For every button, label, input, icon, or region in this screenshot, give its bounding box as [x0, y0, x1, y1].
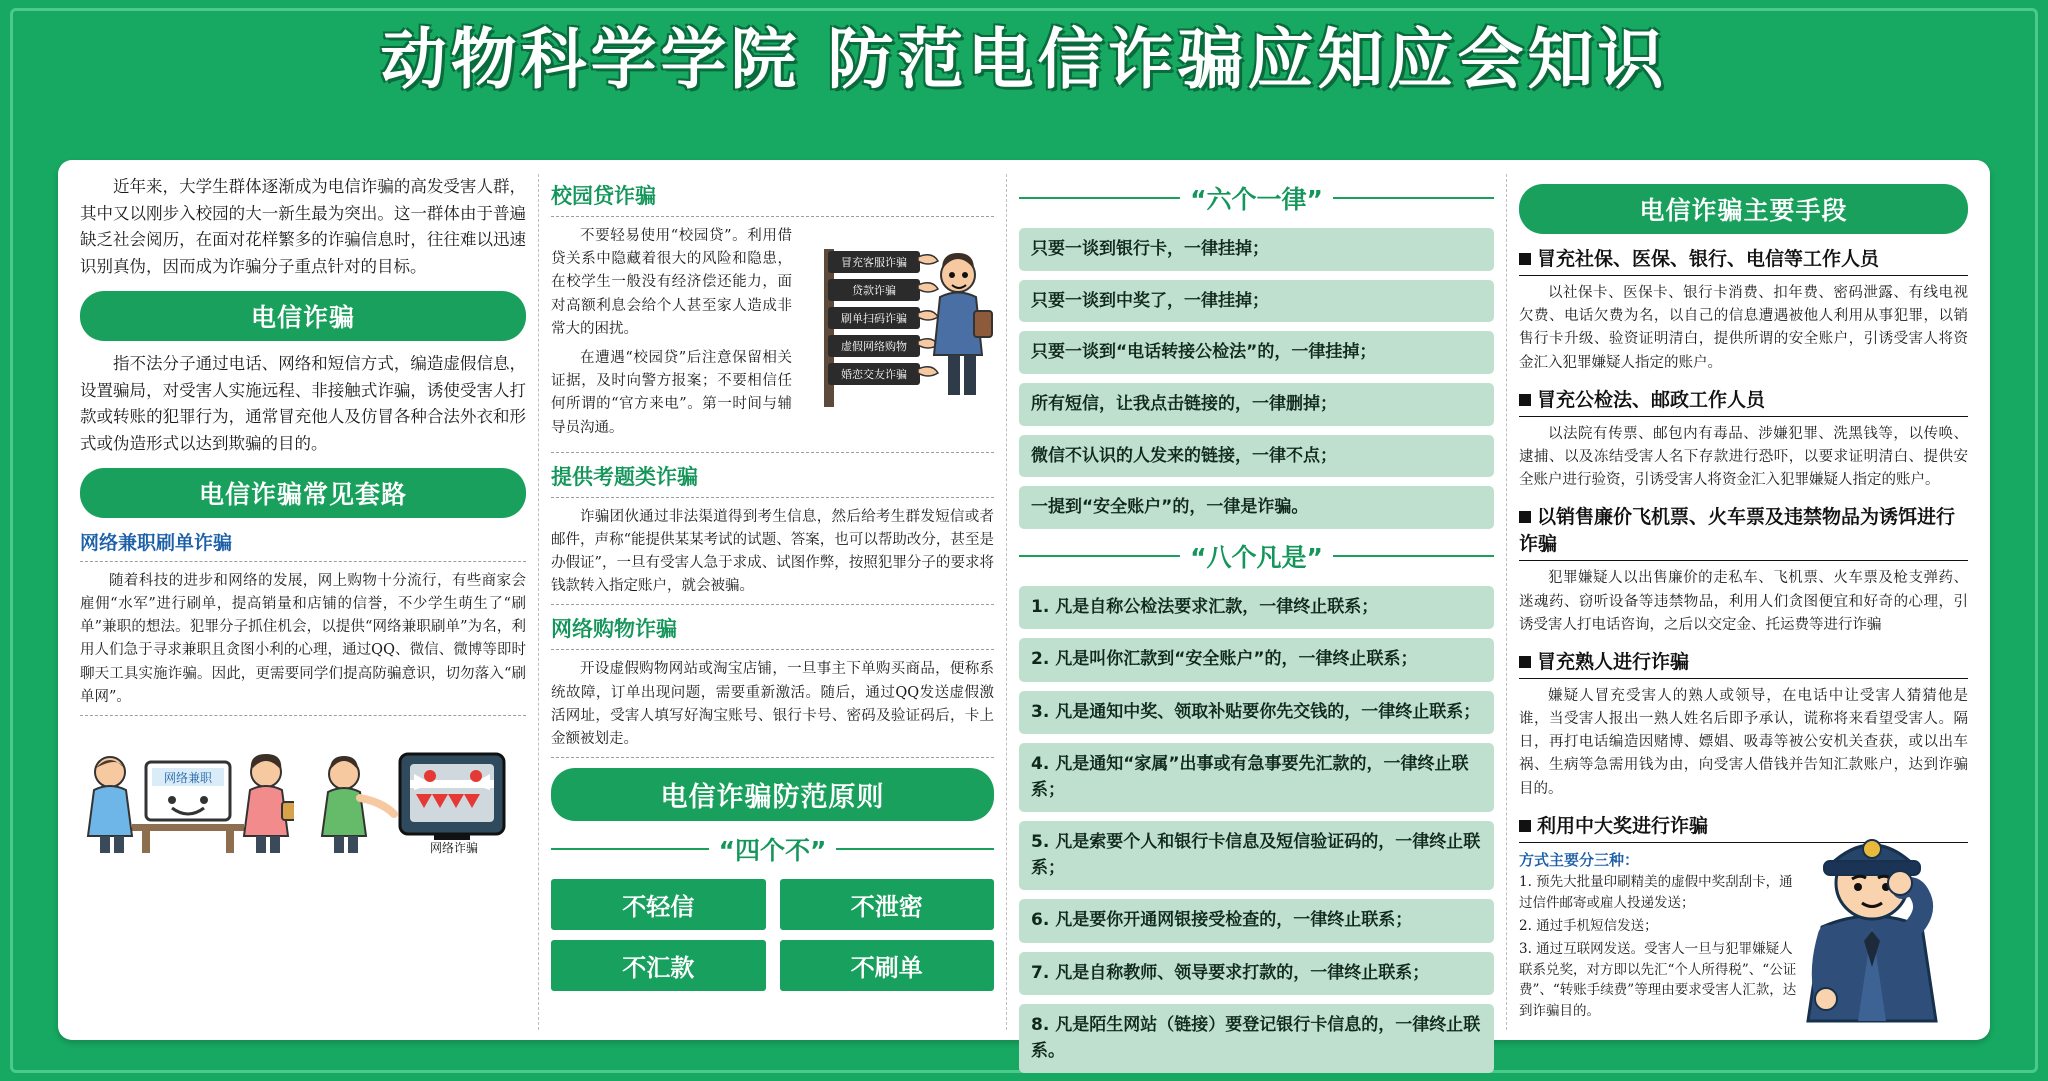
method-5-item: 2. 通过手机短信发送； — [1519, 917, 1658, 934]
divider — [1519, 275, 1968, 276]
divider — [551, 497, 994, 498]
method-4-label: 冒充熟人进行诈骗 — [1537, 650, 1690, 673]
divider — [1519, 678, 1968, 679]
divider — [551, 649, 994, 650]
list-item: 1. 凡是自称公检法要求汇款，一律终止联系； — [1019, 586, 1494, 630]
method-2-text: 以法院有传票、邮包内有毒品、涉嫌犯罪、洗黑钱等，以传唤、逮捕、以及冻结受害人名下存款进行恐吓，以要求证明清白、提供安全账户进行验资，引诱受害人将资金汇入犯罪嫌疑人指定的账户。 — [1519, 425, 1968, 489]
svg-text:网络兼职: 网络兼职 — [163, 770, 213, 785]
illustration-row — [80, 728, 526, 856]
page-title: 动物科学学院 防范电信诈骗应知应会知识 — [380, 21, 1668, 98]
column-2 — [538, 174, 1006, 1030]
column-1 — [68, 174, 538, 1030]
section-title-telecom-fraud: 电信诈骗 — [80, 291, 526, 341]
four-nots-item: 不泄密 — [780, 879, 995, 930]
rule-right — [1333, 555, 1494, 557]
square-bullet-icon — [1519, 511, 1531, 523]
method-4-title — [1519, 647, 1968, 674]
rule-left — [1019, 197, 1180, 199]
subsection-title-online-shopping-scam: 网络购物诈骗 — [551, 617, 677, 642]
illustration-network-fraud — [304, 728, 518, 856]
online-shopping-scam-text: 开设虚假购物网站或淘宝店铺，一旦事主下单购买商品，便称系统故障，订单出现问题，需要重新激活。随后，通过QQ发送虚假激活网址，受害人填写好淘宝账号、银行卡号、密码及验证码后，卡上金额被划走。 — [551, 661, 994, 747]
brushing-scam-text: 随着科技的进步和网络的发展，网上购物十分流行，有些商家会雇佣“水军”进行刷单，提高销量和店铺的信誉，不少学生萌生了“刷单”兼职的想法。犯罪分子抓住机会，以提供“网络兼职刷单”为名，利用人们急于寻求兼职且贪图小利的心理，通过QQ、微信、微博等即时聊天工具实施诈骗。因此，更需要同学们提高防骗意识，切勿落入“刷单网”。 — [80, 572, 526, 705]
method-1-text: 以社保卡、医保卡、银行卡消费、扣年费、密码泄露、有线电视欠费、电话欠费为名，以自己的信息遭遇被他人利用从事犯罪，以销售行卡升级、验资证明清白，提供所谓的安全账户，引诱受害人将资金汇入犯罪嫌疑人指定的账户。 — [1519, 285, 1968, 371]
square-bullet-icon — [1519, 253, 1531, 265]
list-item: 3. 凡是通知中奖、领取补贴要你先交钱的，一律终止联系； — [1019, 691, 1494, 735]
intro-paragraph: 近年来，大学生群体逐渐成为电信诈骗的高发受害人群，其中又以刚步入校园的大一新生最为突出。这一群体由于普遍缺乏社会阅历，在面对花样繁多的诈骗信息时，往往难以迅速识别真伪，因而成为诈骗分子重点针对的目标。 — [80, 177, 526, 277]
telecom-fraud-definition: 指不法分子通过电话、网络和短信方式，编造虚假信息，设置骗局，对受害人实施远程、非接触式诈骗，诱使受害人打款或转账的犯罪行为，通常冒充他人及仿冒各种合法外衣和形式或伪造形式以达到欺骗的目的。 — [80, 353, 526, 454]
eight-whenever-list — [1019, 586, 1494, 1074]
list-item: 2. 凡是叫你汇款到“安全账户”的，一律终止联系； — [1019, 638, 1494, 682]
method-2-label: 冒充公检法、邮政工作人员 — [1537, 388, 1766, 411]
illustration-police-officer — [1782, 809, 1962, 1024]
method-5-subtitle: 方式主要分三种： — [1519, 850, 1640, 869]
divider — [1519, 560, 1968, 561]
svg-text:贷款诈骗: 贷款诈骗 — [852, 284, 896, 297]
heading-six-rules — [1019, 180, 1494, 216]
divider — [551, 757, 994, 758]
list-item: 一提到“安全账户”的，一律是诈骗。 — [1019, 486, 1494, 529]
rule-left — [551, 848, 709, 850]
list-item: 只要一谈到中奖了，一律挂掉； — [1019, 280, 1494, 323]
method-5-item: 1. 预先大批量印刷精美的虚假中奖刮刮卡，通过信件邮寄或雇人投递发送； — [1519, 873, 1793, 911]
content-board — [58, 160, 1990, 1061]
six-rules-title: “六个一律” — [1190, 185, 1323, 214]
svg-text:虚假网络购物: 虚假网络购物 — [841, 340, 907, 353]
four-nots-grid — [551, 879, 994, 991]
method-2-title — [1519, 385, 1968, 412]
rule-right — [1333, 197, 1494, 199]
four-nots-item: 不汇款 — [551, 940, 766, 991]
list-item: 微信不认识的人发来的链接，一律不点； — [1019, 435, 1494, 478]
rule-left — [1019, 555, 1180, 557]
four-nots-item: 不刷单 — [780, 940, 995, 991]
subsection-title-campus-loan: 校园贷诈骗 — [551, 184, 656, 208]
method-5-item: 3. 通过互联网发送。受害人一旦与犯罪嫌疑人联系兑奖，对方即以先汇“个人所得税”、“公证费”、“转账手续费”等理由要求受害人汇款，达到诈骗目的。 — [1519, 940, 1797, 1020]
column-4 — [1506, 174, 1980, 1030]
method-3-label: 以销售廉价飞机票、火车票及违禁物品为诱饵进行诈骗 — [1519, 506, 1956, 556]
section-title-prevention-principles: 电信诈骗防范原则 — [551, 768, 994, 821]
list-item: 所有短信，让我点击链接的，一律删掉； — [1019, 383, 1494, 426]
square-bullet-icon — [1519, 394, 1531, 406]
four-nots-title: “四个不” — [718, 836, 827, 866]
illustration-scam-signboard — [798, 229, 994, 409]
heading-eight-whenever — [1019, 538, 1494, 574]
method-1-label: 冒充社保、医保、银行、电信等工作人员 — [1537, 248, 1880, 270]
eight-whenever-title: “八个凡是” — [1190, 542, 1323, 572]
heading-four-nots — [551, 831, 994, 867]
divider — [551, 452, 994, 453]
svg-text:婚恋交友诈骗: 婚恋交友诈骗 — [841, 368, 907, 381]
column-3 — [1006, 174, 1506, 1061]
method-4-text: 嫌疑人冒充受害人的熟人或领导，在电话中让受害人猜猜他是谁，当受害人报出一熟人姓名后即予承认，谎称将来看望受害人。隔日，再打电话编造因赌博、嫖娼、吸毒等被公安机关查获，或以出车祸、生病等急需用钱为由，向受害人借钱并告知汇款账户，达到诈骗目的。 — [1519, 687, 1968, 797]
square-bullet-icon — [1519, 820, 1531, 832]
divider — [80, 715, 526, 716]
method-1-title — [1519, 244, 1968, 271]
divider — [1519, 416, 1968, 417]
subsection-title-exam-scam: 提供考题类诈骗 — [551, 464, 698, 489]
campus-loan-text-2: 在遭遇“校园贷”后注意保留相关证据，及时向警方报案；不要相信任何所谓的“官方来电”。第一时间与辅导员沟通。 — [551, 349, 792, 436]
four-nots-item: 不轻信 — [551, 879, 766, 930]
svg-text:网络诈骗: 网络诈骗 — [429, 840, 479, 855]
method-3-title — [1519, 502, 1968, 556]
list-item: 5. 凡是索要个人和银行卡信息及短信验证码的，一律终止联系； — [1019, 821, 1494, 890]
divider — [551, 216, 994, 217]
list-item: 8. 凡是陌生网站（链接）要登记银行卡信息的，一律终止联系。 — [1019, 1004, 1494, 1073]
divider — [80, 561, 526, 562]
rule-right — [836, 848, 994, 850]
section-title-common-routines: 电信诈骗常见套路 — [80, 468, 526, 518]
list-item: 只要一谈到银行卡，一律挂掉； — [1019, 228, 1494, 271]
divider — [551, 604, 994, 605]
method-5-label: 利用中大奖进行诈骗 — [1537, 814, 1709, 837]
list-item: 7. 凡是自称教师、领导要求打款的，一律终止联系； — [1019, 952, 1494, 996]
exam-scam-text: 诈骗团伙通过非法渠道得到考生信息，然后给考生群发短信或者邮件，声称“能提供某某考试的试题、答案，也可以帮助改分，甚至是办假证”，一旦有受害人急于求成、试图作弊，按照犯罪分子的要求将钱款转入指定账户，就会被骗。 — [551, 508, 994, 595]
illustration-online-parttime — [80, 728, 294, 856]
method-3-text: 犯罪嫌疑人以出售廉价的走私车、飞机票、火车票及枪支弹药、迷魂药、窃听设备等违禁物品，利用人们贪图便宜和好奇的心理，引诱受害人打电话咨询，之后以交定金、托运费等进行诈骗 — [1519, 570, 1968, 633]
list-item: 4. 凡是通知“家属”出事或有急事要先汇款的，一律终止联系； — [1019, 743, 1494, 812]
square-bullet-icon — [1519, 656, 1531, 668]
svg-text:冒充客服诈骗: 冒充客服诈骗 — [841, 256, 907, 269]
campus-loan-text-1: 不要轻易使用“校园贷”。利用借贷关系中隐藏着很大的风险和隐患，在校学生一般没有经济偿还能力，面对高额利息会给个人甚至家人造成非常大的困扰。 — [551, 228, 792, 337]
section-title-main-methods: 电信诈骗主要手段 — [1519, 184, 1968, 234]
subsection-title-brushing-scam: 网络兼职刷单诈骗 — [80, 531, 233, 554]
svg-text:刷单扫码诈骗: 刷单扫码诈骗 — [841, 312, 907, 325]
list-item: 只要一谈到“电话转接公检法”的，一律挂掉； — [1019, 331, 1494, 374]
list-item: 6. 凡是要你开通网银接受检查的，一律终止联系； — [1019, 899, 1494, 943]
six-rules-list — [1019, 228, 1494, 529]
